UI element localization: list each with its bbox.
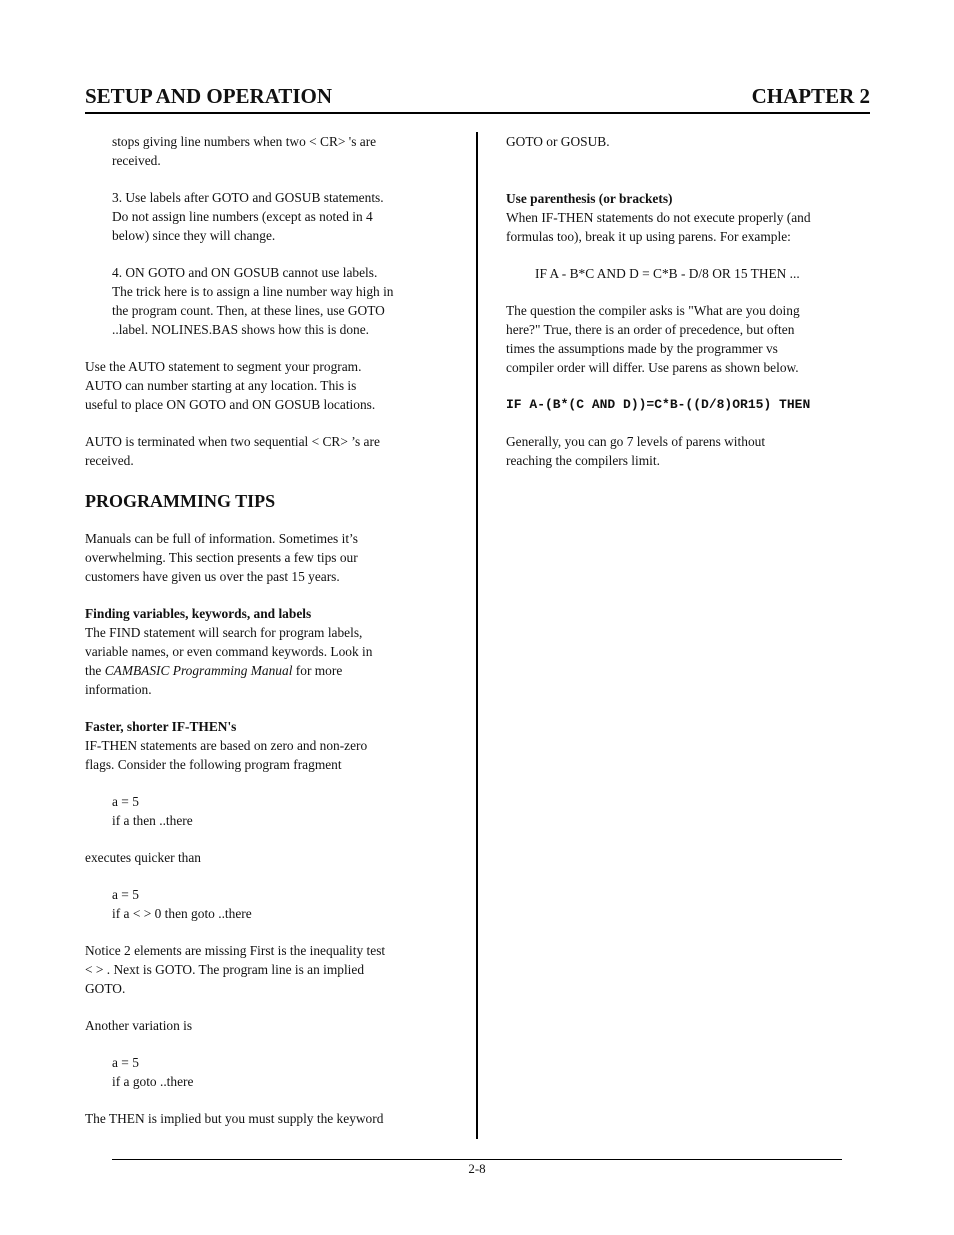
code-line: a = 5 (112, 794, 139, 809)
paragraph-levels (506, 432, 876, 470)
text-line: Notice 2 elements are missing First is the inequality test (85, 943, 386, 958)
text-line: ..label. NOLINES.BAS shows how this is done. (112, 322, 370, 337)
text-line: 4. ON GOTO and ON GOSUB cannot use labels. (112, 265, 378, 280)
subheading-finding: Finding variables, keywords, and labels (85, 606, 312, 621)
code-line: a = 5 (112, 1055, 139, 1070)
text-line: When IF-THEN statements do not execute properly (and (506, 210, 811, 225)
text-line: compiler order will differ. Use parens as shown below. (506, 360, 799, 375)
paragraph-manuals (85, 529, 450, 586)
text-line: flags. Consider the following program fragment (85, 757, 342, 772)
faster-if-then-section (85, 717, 450, 774)
text-line: AUTO is terminated when two sequential < CR> ’s are (85, 434, 380, 449)
text-line: Manuals can be full of information. Sometimes it’s (85, 531, 358, 546)
text-line: < > . Next is GOTO. The program line is an implied (85, 962, 365, 977)
text-line: reaching the compilers limit. (506, 453, 660, 468)
code-line: if a then ..there (112, 813, 193, 828)
left-column (85, 132, 450, 1128)
code-line: a = 5 (112, 887, 139, 902)
manual-title: CAMBASIC Programming Manual (104, 663, 293, 678)
paragraph-compiler (506, 301, 876, 377)
text-line: the CAMBASIC Programming Manual for more (85, 663, 343, 678)
paragraph-auto-terminated (85, 432, 450, 470)
paragraph-notice (85, 941, 450, 998)
subheading-parenthesis: Use parenthesis (or brackets) (506, 191, 673, 206)
text-line: stops giving line numbers when two < CR> 's are (112, 134, 377, 149)
paragraph-auto (85, 357, 450, 414)
code-line: IF A - B*C AND D = C*B - D/8 OR 15 THEN ... (535, 266, 800, 281)
text-line: 3. Use labels after GOTO and GOSUB statements. (112, 190, 384, 205)
text-line: the program count. Then, at these lines, use GOTO (112, 303, 385, 318)
text-line: GOTO. (85, 981, 126, 996)
code-line: if a < > 0 then goto ..there (112, 906, 252, 921)
text-line: overwhelming. This section presents a few tips our (85, 550, 358, 565)
text-line: The THEN is implied but you must supply the keyword (85, 1111, 384, 1126)
code-line: IF A-(B*(C AND D))=C*B-((D/8)OR15) THEN (506, 397, 811, 412)
text-line: The trick here is to assign a line number way high in (112, 284, 394, 299)
text-line: The FIND statement will search for program labels, (85, 625, 363, 640)
text-line: information. (85, 682, 152, 697)
text-line: below) since they will change. (112, 228, 276, 243)
text-line: formulas too), break it up using parens. For example: (506, 229, 791, 244)
text-line: Another variation is (85, 1018, 193, 1033)
page-header (85, 84, 870, 114)
text-line: times the assumptions made by the programmer vs (506, 341, 778, 356)
parenthesis-section (506, 189, 876, 246)
paragraph-cr-lines (85, 132, 450, 170)
finding-variables-section (85, 604, 450, 699)
paragraph-labels (85, 188, 450, 245)
text-line: Use the AUTO statement to segment your program. (85, 359, 362, 374)
text-line: The question the compiler asks is "What are you doing (506, 303, 800, 318)
right-column (506, 132, 876, 470)
text-line: executes quicker than (85, 850, 201, 865)
text-line: GOTO or GOSUB. (506, 134, 610, 149)
column-divider (476, 132, 478, 1139)
code-fragment-1 (85, 792, 450, 830)
text-line: Generally, you can go 7 levels of parens without (506, 434, 766, 449)
text-line: variable names, or even command keywords. Look in (85, 644, 373, 659)
text-line: received. (85, 453, 134, 468)
text-line: customers have given us over the past 15 years. (85, 569, 340, 584)
footer-rule (112, 1159, 842, 1160)
text-line: here?" True, there is an order of precedence, but often (506, 322, 795, 337)
programming-tips-heading: PROGRAMMING TIPS (85, 491, 276, 511)
text-line: received. (112, 153, 161, 168)
subheading-if-then: Faster, shorter IF-THEN's (85, 719, 237, 734)
text-line: AUTO can number starting at any location. This is (85, 378, 357, 393)
text-line: IF-THEN statements are based on zero and non-zero (85, 738, 368, 753)
code-fragment-2 (85, 885, 450, 923)
chapter-title: CHAPTER 2 (751, 84, 870, 108)
page-number: 2-8 (468, 1161, 486, 1176)
code-fragment-3 (85, 1053, 450, 1091)
code-line: if a goto ..there (112, 1074, 194, 1089)
section-title: SETUP AND OPERATION (85, 84, 332, 108)
text-line: useful to place ON GOTO and ON GOSUB locations. (85, 397, 376, 412)
text-line: Do not assign line numbers (except as noted in 4 (112, 209, 373, 224)
paragraph-on-goto (85, 263, 450, 339)
